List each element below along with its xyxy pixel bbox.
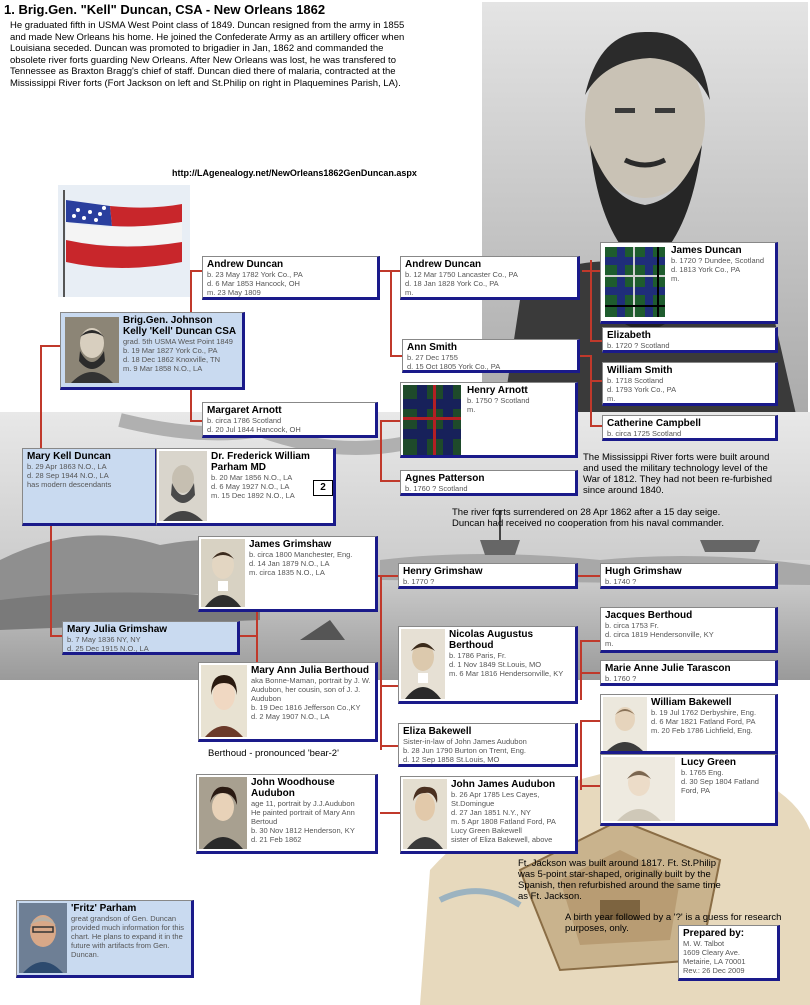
person-details: b. 1740 ?	[605, 577, 637, 586]
person-name: Mary Julia Grimshaw	[67, 624, 168, 635]
person-mary-kell-duncan	[22, 448, 158, 526]
person-name: William Bakewell	[651, 697, 732, 708]
person-details: b. 1750 ? Scotland m.	[467, 396, 530, 414]
portrait-fritz-parham	[19, 903, 67, 973]
person-details: b. circa 1800 Manchester, Eng. d. 14 Jan 1879 N.O., LA m. circa 1835 N.O., LA	[249, 550, 353, 577]
person-details: b. 1720 ? Scotland	[607, 341, 670, 350]
person-details: age 11, portrait by J.J.Audubon He painted portrait of Mary Ann Bertoud b. 30 Nov 1812 Henderson, KY d. 21 Feb 1862	[251, 799, 355, 844]
person-name: Elizabeth	[607, 330, 651, 341]
prepared-by-details: M. W. Talbot 1609 Cleary Ave. Metairie, LA 70001 Rev.: 26 Dec 2009	[683, 939, 746, 975]
person-henry-arnott	[400, 382, 578, 458]
person-name: Dr. Frederick William Parham MD	[211, 451, 310, 473]
duncan-tartan-swatch	[605, 247, 665, 317]
portrait-john-woodhouse-audubon	[199, 777, 247, 849]
person-james-duncan	[600, 242, 778, 324]
person-name: John James Audubon	[451, 779, 556, 790]
person-mary-julia-grimshaw	[62, 621, 240, 655]
chart-reference-badge: 2	[313, 480, 333, 496]
person-details: b. 1765 Eng. d. 30 Sep 1804 Fatland Ford, PA	[681, 768, 759, 795]
person-name: Ann Smith	[407, 342, 457, 353]
person-details: b. 29 Apr 1863 N.O., LA d. 28 Sep 1944 N.O., LA has modern descendants	[27, 462, 112, 489]
person-elizabeth	[602, 327, 778, 353]
person-details: b. 1760 ?	[605, 674, 637, 683]
prepared-by-box	[678, 925, 780, 981]
note-ft-jackson: Ft. Jackson was built around 1817. Ft. St.Philip was 5-point star-shaped, originally built by the Spanish, then refurbished around the same time as Ft. Jackson.	[518, 858, 721, 902]
person-details: b. 1720 ? Dundee, Scotland d. 1813 York Co., PA m.	[671, 256, 764, 283]
person-mary-ann-julia-berthoud	[198, 662, 378, 742]
person-catherine-campbell	[602, 415, 778, 441]
note-forts-technology: The Mississippi River forts were built around and used the military technology level of the War of 1812. They had not been re-furbished since around 1840.	[583, 452, 773, 496]
person-name: Eliza Bakewell	[403, 726, 472, 737]
person-name: Henry Arnott	[467, 385, 528, 396]
confederate-flag	[58, 185, 190, 297]
portrait-kell-duncan	[65, 317, 119, 383]
person-john-james-audubon	[400, 776, 578, 854]
bio-text: He graduated fifth in USMA West Point class of 1849. Duncan resigned from the army in 1855 and made New Orleans his home. He joined the Confederate Army as an artillery officer when Louisiana seceded. Duncan was promoted to brigadier in Jan, 1862 and commanded the obsolete river forts guarding New Orleans. After New Orleans was lost, he was transfered to Tennessee as Braxton Bragg's chief of staff. Duncan died there of malaria, contracted at the Mississippi River forts (Fort Jackson on left and St.Philip on right in Plaquemines Parish, LA).	[10, 20, 405, 89]
person-marie-anne-tarascon	[600, 660, 778, 686]
person-details: b. circa 1725 Scotland	[607, 429, 682, 438]
person-name: Mary Kell Duncan	[27, 451, 111, 462]
person-details: b. circa 1786 Scotland d. 20 Jul 1844 Hancock, OH	[207, 416, 301, 434]
person-details: b. 23 May 1782 York Co., PA d. 6 Mar 1853 Hancock, OH m. 23 May 1809	[207, 270, 303, 297]
person-details: Sister-in-law of John James Audubon b. 28 Jun 1790 Burton on Trent, Eng. d. 12 Sep 1858 St.Louis, MO	[403, 737, 527, 764]
portrait-james-grimshaw	[201, 539, 245, 607]
person-name: James Grimshaw	[249, 539, 332, 550]
person-details: b. 1760 ? Scotland	[405, 484, 468, 493]
person-agnes-patterson	[400, 470, 578, 496]
person-details: grad. 5th USMA West Point 1849 b. 19 Mar 1827 York Co., PA d. 18 Dec 1862 Knoxville, TN m. 9 Mar 1858 N.O., LA	[123, 337, 233, 373]
person-name: Mary Ann Julia Berthoud	[251, 665, 369, 676]
arnott-tartan-swatch	[403, 385, 461, 455]
person-ann-smith	[402, 339, 580, 373]
person-fritz-parham	[16, 900, 194, 978]
person-name: John Woodhouse Audubon	[251, 777, 335, 799]
portrait-nicolas-berthoud	[401, 629, 445, 699]
note-berthoud-pronunciation: Berthoud - pronounced 'bear-2'	[208, 748, 339, 759]
person-details: b. 12 Mar 1750 Lancaster Co., PA d. 18 Jan 1828 York Co., PA m.	[405, 270, 518, 297]
person-name: Henry Grimshaw	[403, 566, 483, 577]
person-name: Andrew Duncan	[405, 259, 482, 270]
person-henry-grimshaw	[398, 563, 578, 589]
person-details: great grandson of Gen. Duncan provided much information for this chart. He plans to expand it in the future with artifacts from Gen. Duncan.	[71, 914, 184, 959]
person-details: b. 26 Apr 1785 Les Cayes, St.Domingue d. 27 Jan 1851 N.Y., NY m. 5 Apr 1808 Fatland Ford, PA Lucy Green Bakewell sister of Eliza Bakewell, above	[451, 790, 556, 844]
person-details: b. circa 1753 Fr. d. circa 1819 Hendersonville, KY m.	[605, 621, 714, 648]
person-hugh-grimshaw	[600, 563, 778, 589]
person-william-bakewell	[600, 694, 778, 754]
person-name: Andrew Duncan	[207, 259, 284, 270]
person-name: Nicolas Augustus Berthoud	[449, 629, 534, 651]
person-details: b. 1770 ?	[403, 577, 435, 586]
person-name: James Duncan	[671, 245, 742, 256]
person-james-grimshaw	[198, 536, 378, 612]
person-lucy-green	[600, 754, 778, 826]
person-details: b. 1786 Paris, Fr. d. 1 Nov 1849 St.Louis, MO m. 6 Mar 1816 Hendersonville, KY	[449, 651, 564, 678]
prepared-by-label: Prepared by:	[683, 928, 745, 939]
person-andrew-duncan-1750	[400, 256, 580, 300]
person-john-woodhouse-audubon	[196, 774, 378, 854]
person-name: Margaret Arnott	[207, 405, 282, 416]
person-name: Marie Anne Julie Tarascon	[605, 663, 731, 674]
page-title: 1. Brig.Gen. "Kell" Duncan, CSA - New Orleans 1862	[4, 2, 326, 17]
person-details: b. 27 Dec 1755 d. 15 Oct 1805 York Co., PA	[407, 353, 501, 371]
person-details: b. 1718 Scotland d. 1793 York Co., PA m.	[607, 376, 677, 403]
person-name: Hugh Grimshaw	[605, 566, 682, 577]
person-frederick-parham	[156, 448, 336, 526]
person-name: William Smith	[607, 365, 673, 376]
person-margaret-arnott	[202, 402, 378, 438]
person-details: b. 20 Mar 1856 N.O., LA d. 6 May 1927 N.O., LA m. 15 Dec 1892 N.O., LA	[211, 473, 295, 500]
person-name: 'Fritz' Parham	[71, 903, 137, 914]
portrait-john-james-audubon	[403, 779, 447, 849]
portrait-frederick-parham	[159, 451, 207, 521]
person-name: Jacques Berthoud	[605, 610, 693, 621]
person-andrew-duncan-1782	[202, 256, 380, 300]
person-details: b. 7 May 1836 NY, NY d. 25 Dec 1915 N.O., LA	[67, 635, 149, 653]
person-william-smith	[602, 362, 778, 406]
person-nicolas-berthoud	[398, 626, 578, 704]
portrait-lucy-green	[603, 757, 675, 821]
person-name: Agnes Patterson	[405, 473, 485, 484]
person-jacques-berthoud	[600, 607, 778, 653]
person-details: b. 19 Jul 1762 Derbyshire, Eng. d. 6 Mar 1821 Fatland Ford, PA m. 20 Feb 1786 Lichfield, Eng.	[651, 708, 757, 735]
portrait-william-bakewell	[603, 697, 647, 751]
person-kell-duncan	[60, 312, 245, 390]
person-details: aka Bonne-Maman, portrait by J. W. Audubon, her cousin, son of J. J. Audubon b. 19 Dec 1816 Jefferson Co.,KY d. 2 May 1907 N.O., LA	[251, 676, 371, 721]
person-name: Catherine Campbell	[607, 418, 701, 429]
person-name: Lucy Green	[681, 757, 737, 768]
source-url[interactable]: http://LAgenealogy.net/NewOrleans1862GenDuncan.aspx	[172, 168, 417, 178]
person-name: Brig.Gen. Johnson Kelly 'Kell' Duncan CSA	[123, 315, 237, 337]
person-eliza-bakewell	[398, 723, 578, 767]
note-forts-surrender: The river forts surrendered on 28 Apr 1862 after a 15 day seige. Duncan had received no cooperation from his naval commander.	[452, 507, 724, 529]
portrait-mary-ann-julia-berthoud	[201, 665, 247, 737]
note-birth-year: A birth year followed by a '?' is a guess for research purposes, only.	[565, 912, 782, 934]
